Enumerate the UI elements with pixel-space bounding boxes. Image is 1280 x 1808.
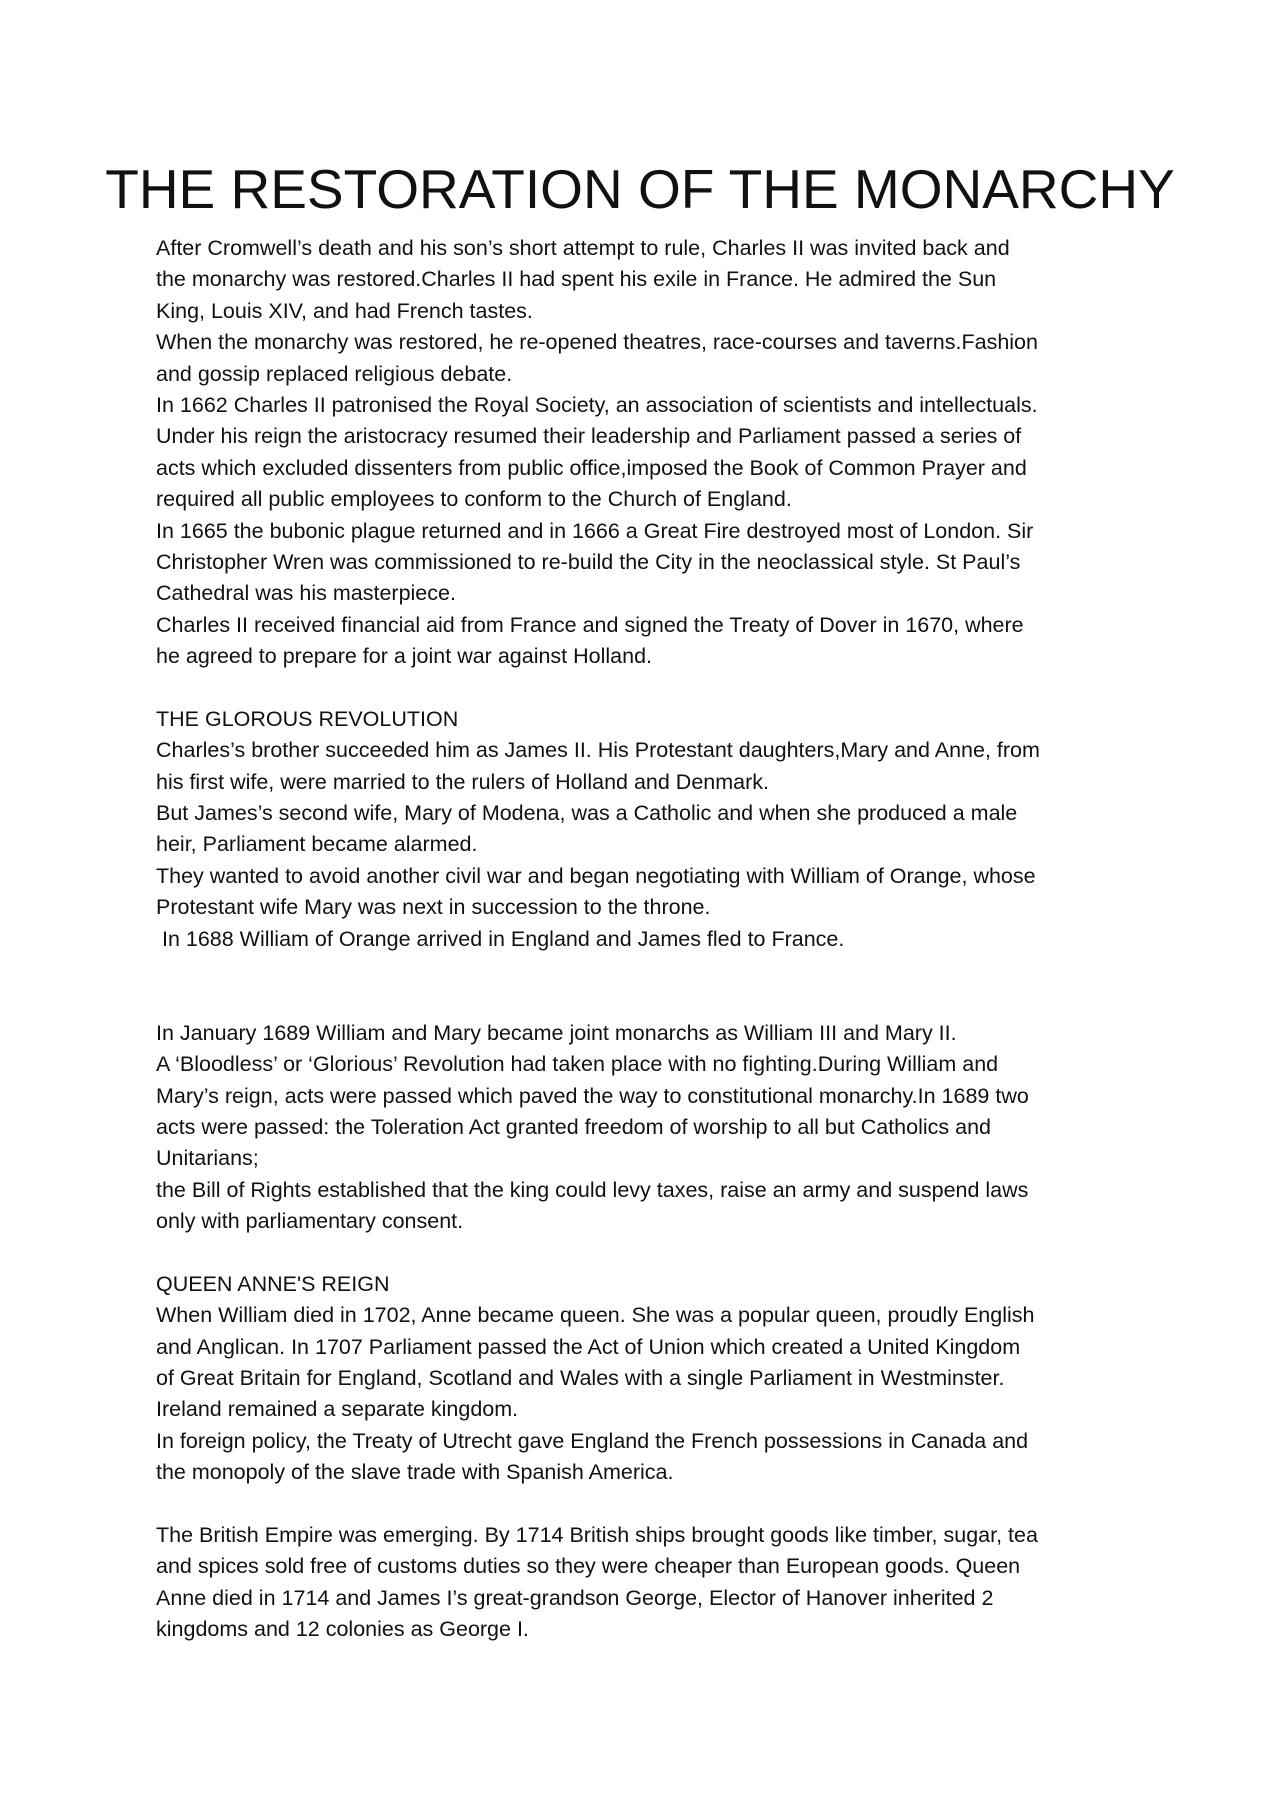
text-line: Christopher Wren was commissioned to re-build the City in the neoclassical style. St Paul’s [156, 549, 1021, 574]
text-line: After Cromwell’s death and his son’s short attempt to rule, Charles II was invited back and [156, 236, 1010, 260]
text-line: Cathedral was his masterpiece. [156, 581, 456, 606]
text-line: and spices sold free of customs duties so they were cheaper than European goods. Queen [156, 1554, 1021, 1579]
text-line: Ireland remained a separate kingdom. [156, 1397, 519, 1422]
text-line: They wanted to avoid another civil war and began negotiating with William of Orange, whose [156, 863, 1036, 888]
text-line: of Great Britain for England, Scotland and Wales with a single Parliament in Westminster. [156, 1366, 1005, 1391]
spacer [156, 955, 1156, 1018]
text-line: only with parliamentary consent. [156, 1209, 464, 1234]
text-line: Charles II received financial aid from France and signed the Treaty of Dover in 1670, where [156, 612, 1024, 637]
text-line: required all public employees to conform to the Church of England. [156, 487, 792, 512]
document-body [156, 233, 1156, 1646]
text-line: and gossip replaced religious debate. [156, 361, 513, 386]
text-line: King, Louis XIV, and had French tastes. [156, 298, 533, 323]
paragraph-restoration [156, 233, 1156, 672]
text-line: and Anglican. In 1707 Parliament passed the Act of Union which created a United Kingdom [156, 1334, 1021, 1359]
section-glorious-revolution [156, 704, 1156, 955]
text-line: he agreed to prepare for a joint war against Holland. [156, 644, 653, 669]
text-line: In 1665 the bubonic plague returned and in 1666 a Great Fire destroyed most of London. Sir [156, 518, 1034, 543]
section-queen-anne [156, 1269, 1156, 1489]
spacer [156, 1489, 1156, 1520]
text-line: Protestant wife Mary was next in succession to the throne. [156, 895, 711, 920]
text-line: Unitarians; [156, 1146, 259, 1171]
text-line: In 1688 William of Orange arrived in England and James fled to France. [156, 926, 845, 951]
text-line: But James’s second wife, Mary of Modena, was a Catholic and when she produced a male [156, 801, 1018, 826]
text-line: Charles’s brother succeeded him as James II. His Protestant daughters,Mary and Anne, from [156, 738, 1040, 763]
paragraph-british-empire [156, 1520, 1156, 1646]
text-line: acts were passed: the Toleration Act granted freedom of worship to all but Catholics and [156, 1114, 991, 1139]
text-line: kingdoms and 12 colonies as George I. [156, 1617, 529, 1642]
section-heading: THE GLOROUS REVOLUTION [156, 706, 459, 731]
text-line: acts which excluded dissenters from public office,imposed the Book of Common Prayer and [156, 455, 1027, 480]
text-line: When William died in 1702, Anne became queen. She was a popular queen, proudly English [156, 1303, 1035, 1328]
text-line: A ‘Bloodless’ or ‘Glorious’ Revolution had taken place with no fighting.During William and [156, 1052, 999, 1077]
text-line: In January 1689 William and Mary became joint monarchs as William III and Mary II. [156, 1020, 957, 1045]
paragraph-joint-monarchs [156, 1018, 1156, 1238]
text-line: his first wife, were married to the rulers of Holland and Denmark. [156, 769, 769, 794]
spacer [156, 1238, 1156, 1269]
text-line: The British Empire was emerging. By 1714 British ships brought goods like timber, sugar, tea [156, 1523, 1038, 1548]
text-line: heir, Parliament became alarmed. [156, 832, 478, 857]
text-line: Under his reign the aristocracy resumed their leadership and Parliament passed a series of [156, 424, 1022, 449]
text-line: When the monarchy was restored, he re-opened theatres, race-courses and taverns.Fashion [156, 330, 1038, 355]
section-heading: QUEEN ANNE'S REIGN [156, 1271, 390, 1296]
text-line: Mary’s reign, acts were passed which paved the way to constitutional monarchy.In 1689 two [156, 1083, 1029, 1108]
page-title: THE RESTORATION OF THE MONARCHY [105, 158, 1175, 220]
text-line: the monarchy was restored.Charles II had spent his exile in France. He admired the Sun [156, 267, 997, 292]
text-line: In foreign policy, the Treaty of Utrecht gave England the French possessions in Canada and [156, 1428, 1029, 1453]
text-line: the Bill of Rights established that the king could levy taxes, raise an army and suspend laws [156, 1177, 1029, 1202]
spacer [156, 672, 1156, 703]
text-line: the monopoly of the slave trade with Spanish America. [156, 1460, 674, 1485]
text-line: Anne died in 1714 and James I’s great-grandson George, Elector of Hanover inherited 2 [156, 1585, 994, 1610]
text-line: In 1662 Charles II patronised the Royal Society, an association of scientists and intellectuals. [156, 392, 1038, 417]
